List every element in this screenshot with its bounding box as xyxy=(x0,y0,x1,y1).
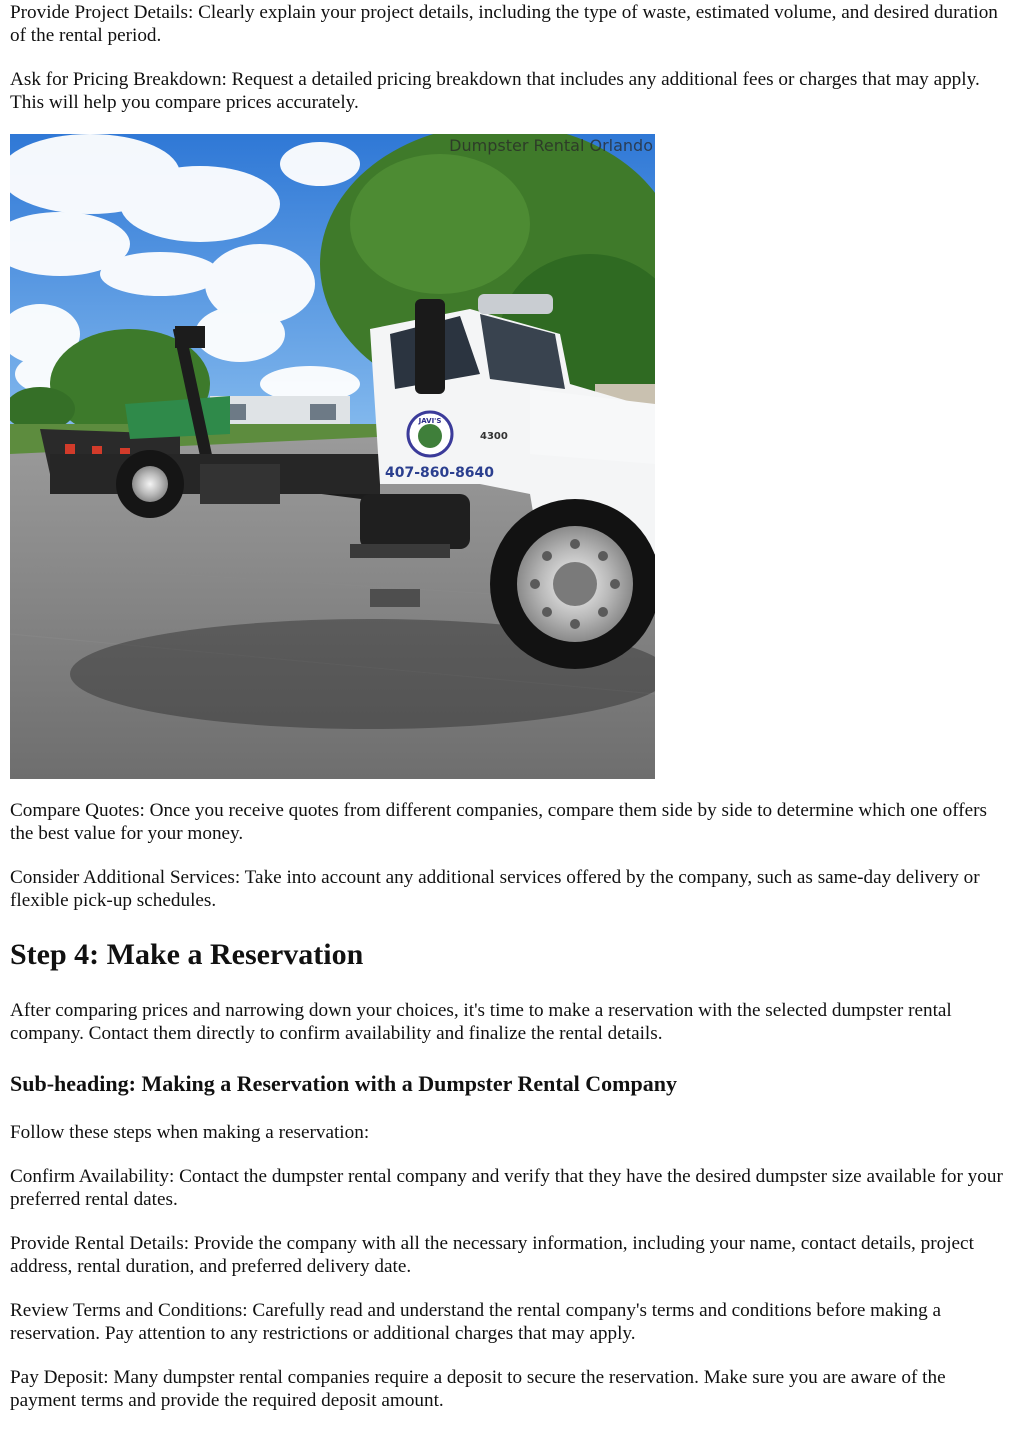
paragraph-rental-details: Provide Rental Details: Provide the company with all the necessary information, including your name, contact details, project address, rental duration, and preferred delivery date. xyxy=(10,1233,974,1277)
heading-step4: Step 4: Make a Reservation xyxy=(10,938,364,971)
paragraph-project-details: Provide Project Details: Clearly explain your project details, including the type of waste, estimated volume, and desired duration of the rental period. xyxy=(10,2,998,46)
paragraph-follow-steps: Follow these steps when making a reservation: xyxy=(10,1122,370,1143)
dumpster-truck-photo xyxy=(10,134,655,779)
truck-logo-text: JAVI'S xyxy=(418,417,442,425)
subheading-making-reservation: Sub-heading: Making a Reservation with a Dumpster Rental Company xyxy=(10,1071,677,1096)
paragraph-pay-deposit: Pay Deposit: Many dumpster rental companies require a deposit to secure the reservation. Make sure you are aware of the payment terms and provide the required deposit amount. xyxy=(10,1367,946,1411)
paragraph-compare-quotes: Compare Quotes: Once you receive quotes from different companies, compare them side by side to determine which one offers the best value for your money. xyxy=(10,800,988,844)
paragraph-after-comparing: After comparing prices and narrowing down your choices, it's time to make a reservation with the selected dumpster rental company. Contact them directly to confirm availability and finalize the rental details. xyxy=(10,1000,952,1044)
truck-photo-illustration xyxy=(10,134,655,779)
paragraph-terms-conditions: Review Terms and Conditions: Carefully read and understand the rental company's terms and conditions before making a reservation. Pay attention to any restrictions or additional charges that may apply. xyxy=(10,1300,942,1344)
truck-model-badge: 4300 xyxy=(480,431,508,442)
photo-watermark: Dumpster Rental Orlando xyxy=(449,136,653,155)
paragraph-additional-services: Consider Additional Services: Take into account any additional services offered by the company, such as same-day delivery or flexible pick-up schedules. xyxy=(10,867,980,911)
truck-phone-number: 407-860-8640 xyxy=(385,465,495,481)
paragraph-confirm-availability: Confirm Availability: Contact the dumpster rental company and verify that they have the desired dumpster size available for your preferred rental dates. xyxy=(10,1166,1003,1210)
paragraph-pricing-breakdown: Ask for Pricing Breakdown: Request a detailed pricing breakdown that includes any additional fees or charges that may apply. This will help you compare prices accurately. xyxy=(10,69,980,113)
